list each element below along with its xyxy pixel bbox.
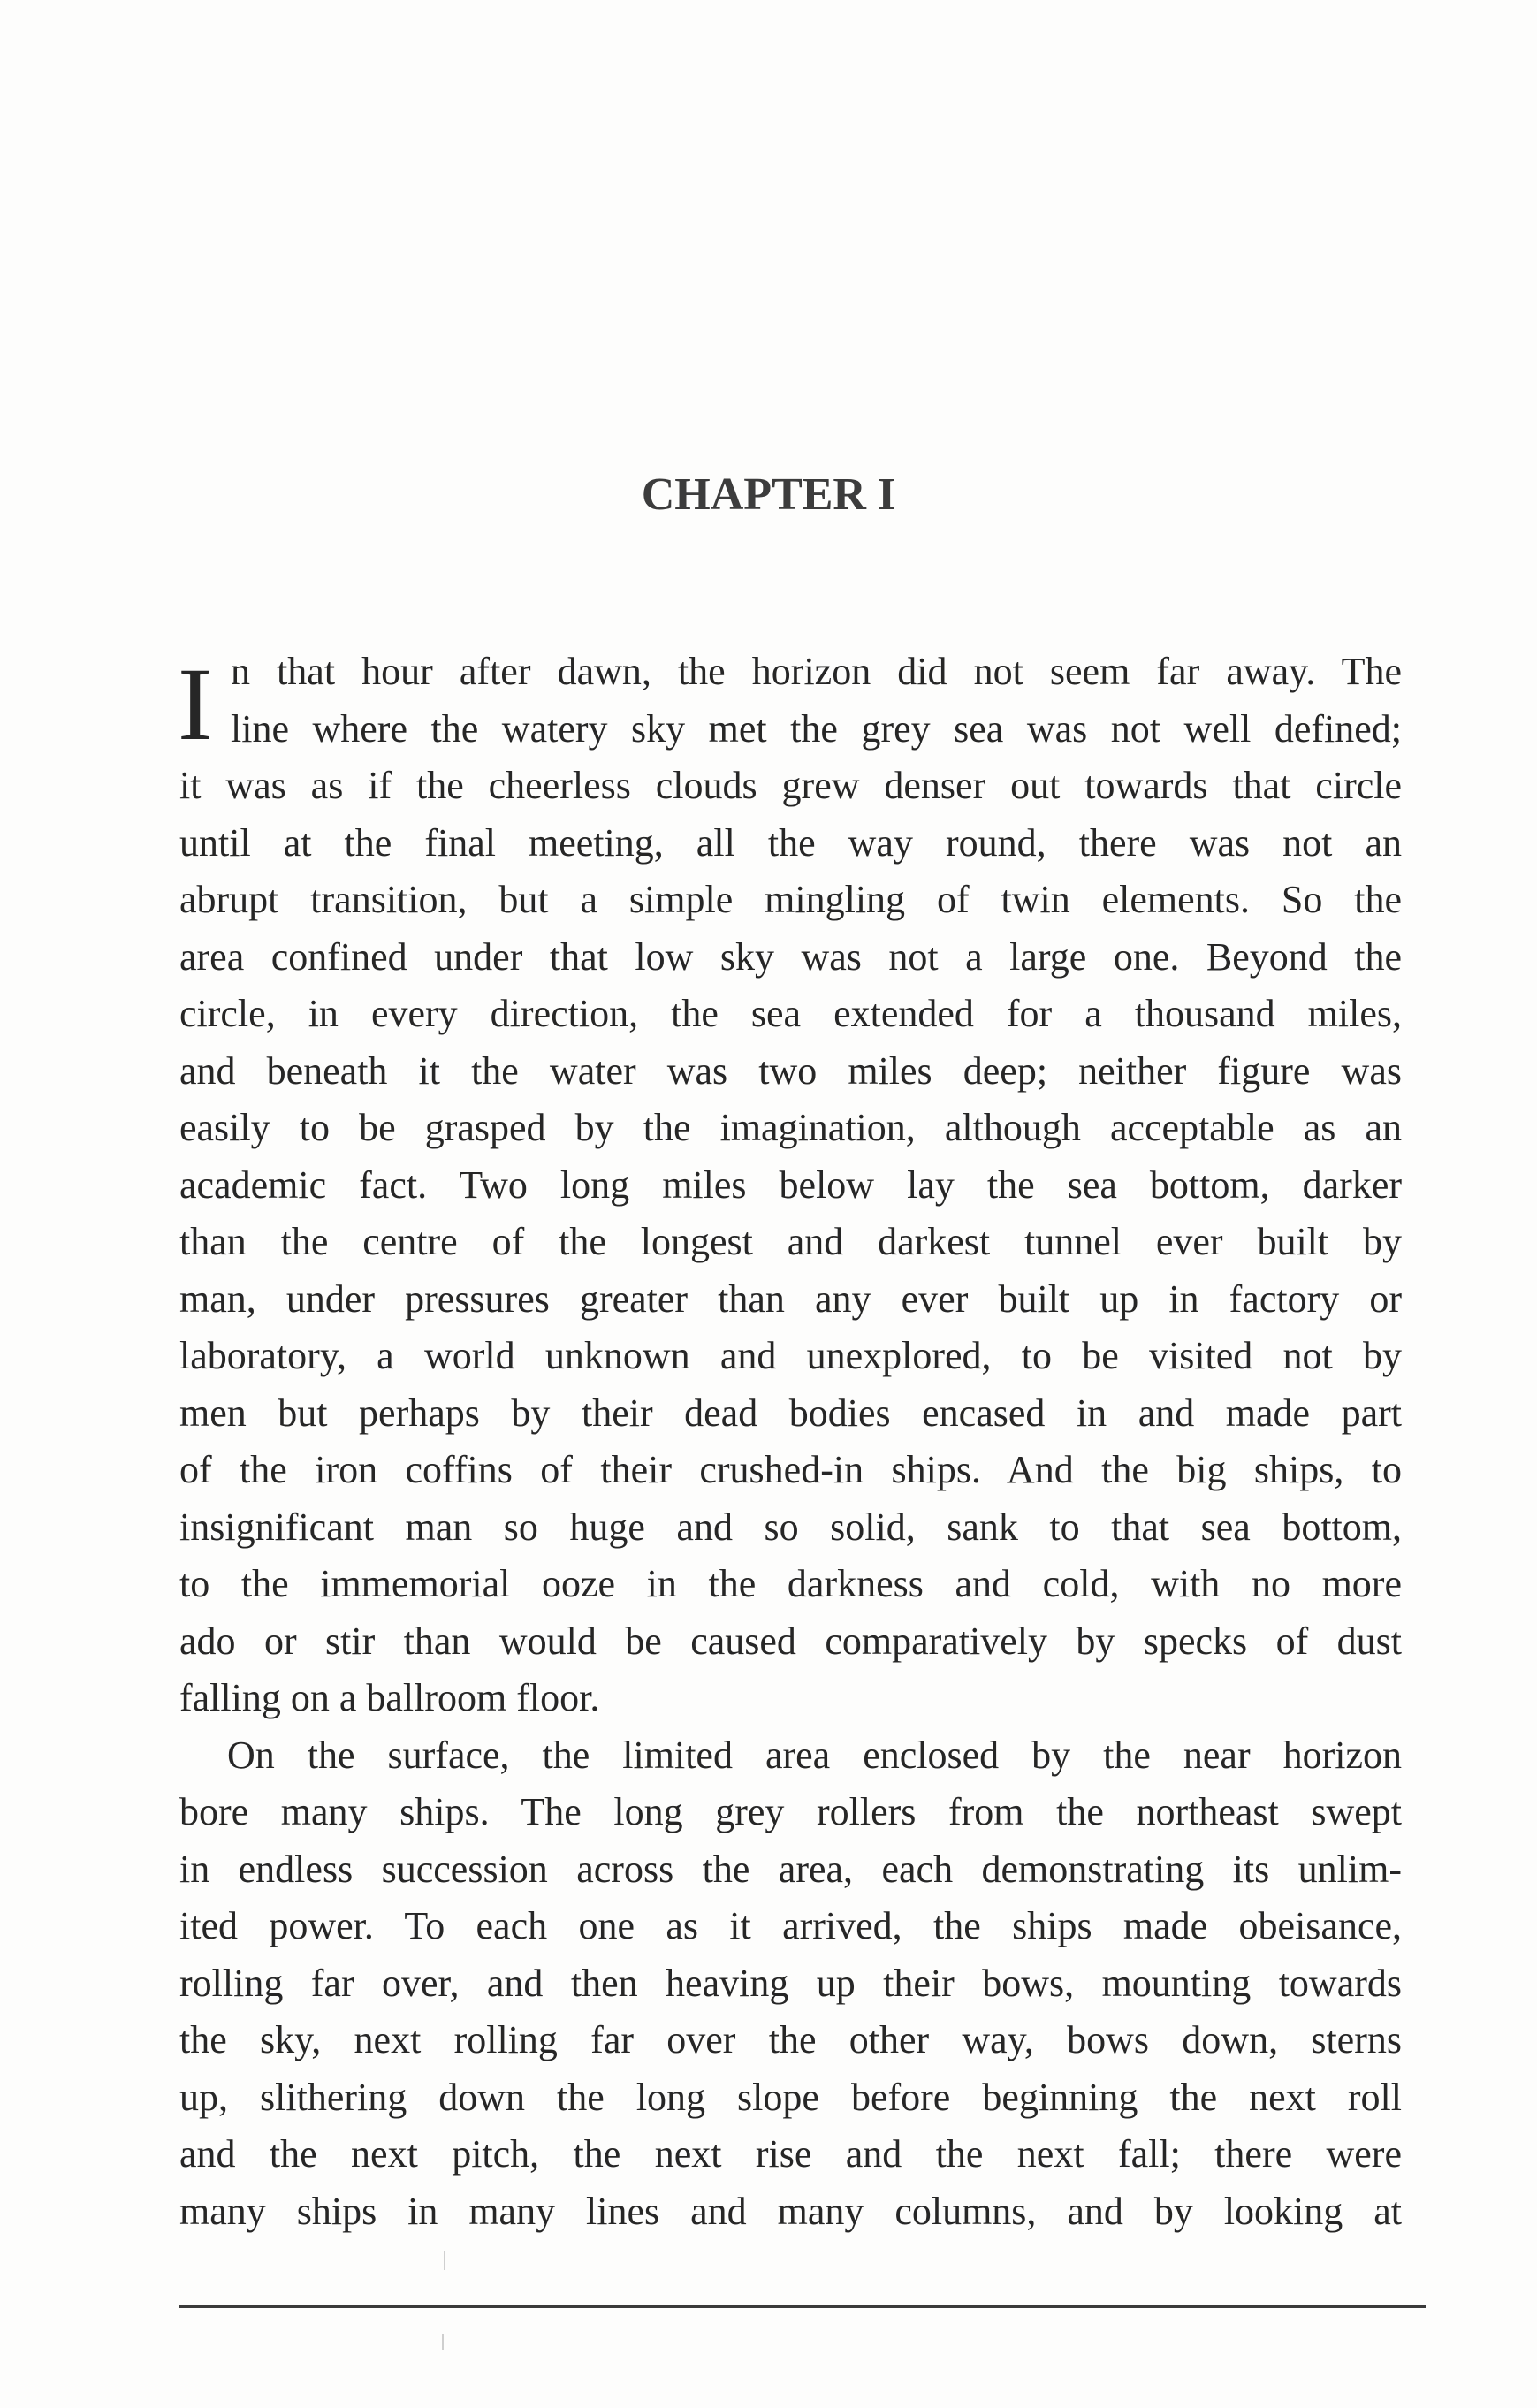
text-line <box>179 2012 1402 2069</box>
line-text: in endless succession across the area, each demonstrating its unlim- <box>179 1847 1402 1891</box>
text-line <box>179 1157 1402 1215</box>
line-text: On the surface, the limited area enclosed by the near horizon <box>227 1733 1402 1777</box>
text-line <box>179 701 1402 758</box>
line-text: ado or stir than would be caused comparatively by specks of dust <box>179 1619 1402 1663</box>
line-text: easily to be grasped by the imagination, although acceptable as an <box>179 1106 1402 1149</box>
text-line <box>179 1670 1402 1727</box>
line-text: the sky, next rolling far over the other way, bows down, sterns <box>179 2018 1402 2061</box>
line-text: of the iron coffins of their crushed-in ships. And the big ships, to <box>179 1448 1402 1491</box>
line-text: and the next pitch, the next rise and the next fall; there were <box>179 2132 1402 2176</box>
drop-cap: I <box>178 646 213 762</box>
text-line <box>179 1442 1402 1499</box>
line-text: n that hour after dawn, the horizon did not seem far away. The <box>231 650 1402 693</box>
text-line <box>179 1556 1402 1613</box>
text-line <box>179 2126 1402 2183</box>
text-line <box>179 929 1402 987</box>
text-line <box>179 1841 1402 1899</box>
line-text: abrupt transition, but a simple mingling of twin elements. So the <box>179 878 1402 921</box>
line-text: laboratory, a world unknown and unexplored, to be visited not by <box>179 1334 1402 1377</box>
text-line <box>179 1385 1402 1443</box>
text-line <box>179 1271 1402 1329</box>
line-text: up, slithering down the long slope before beginning the next roll <box>179 2075 1402 2119</box>
line-text: man, under pressures greater than any ever built up in factory or <box>179 1276 1402 1321</box>
text-line <box>179 2183 1402 2241</box>
line-text: insignificant man so huge and so solid, sank to that sea bottom, <box>179 1505 1402 1549</box>
body-text <box>179 644 1402 2240</box>
line-text: line where the watery sky met the grey sea was not well defined; <box>231 706 1402 751</box>
text-line <box>179 1214 1402 1271</box>
footer-rule <box>179 2305 1426 2308</box>
text-line <box>179 1898 1402 1955</box>
scan-speck <box>442 2334 444 2350</box>
text-line <box>179 1328 1402 1385</box>
text-line <box>179 1043 1402 1101</box>
line-text: circle, in every direction, the sea extended for a thousand miles, <box>179 992 1402 1035</box>
line-text: area confined under that low sky was not a large one. Beyond the <box>179 934 1402 979</box>
chapter-title: CHAPTER I <box>641 469 896 520</box>
line-text: than the centre of the longest and darkest tunnel ever built by <box>179 1220 1402 1263</box>
text-line <box>179 872 1402 929</box>
line-text: rolling far over, and then heaving up their bows, mounting towards <box>179 1961 1402 2005</box>
scan-speck <box>444 2251 445 2270</box>
text-line <box>179 1784 1402 1841</box>
text-line <box>179 815 1402 873</box>
text-line <box>179 1100 1402 1157</box>
line-text: and beneath it the water was two miles deep; neither figure was <box>179 1048 1402 1093</box>
line-text: many ships in many lines and many columns, and by looking at <box>179 2189 1402 2233</box>
text-line <box>179 2069 1402 2127</box>
line-text: bore many ships. The long grey rollers from the northeast swept <box>179 1790 1402 1833</box>
text-line <box>179 1499 1402 1557</box>
line-text: ited power. To each one as it arrived, the ships made obeisance, <box>179 1904 1402 1947</box>
line-text: to the immemorial ooze in the darkness and cold, with no more <box>179 1562 1402 1605</box>
text-line <box>179 986 1402 1043</box>
line-text: it was as if the cheerless clouds grew denser out towards that circle <box>179 764 1402 807</box>
text-line <box>179 1727 1402 1785</box>
line-text: until at the final meeting, all the way round, there was not an <box>179 820 1402 865</box>
text-line <box>179 1613 1402 1671</box>
line-text: men but perhaps by their dead bodies encased in and made part <box>179 1391 1402 1435</box>
line-text: academic fact. Two long miles below lay the sea bottom, darker <box>179 1162 1402 1207</box>
line-text: falling on a ballroom floor. <box>179 1676 600 1719</box>
text-line <box>179 1955 1402 2013</box>
text-line <box>179 758 1402 815</box>
